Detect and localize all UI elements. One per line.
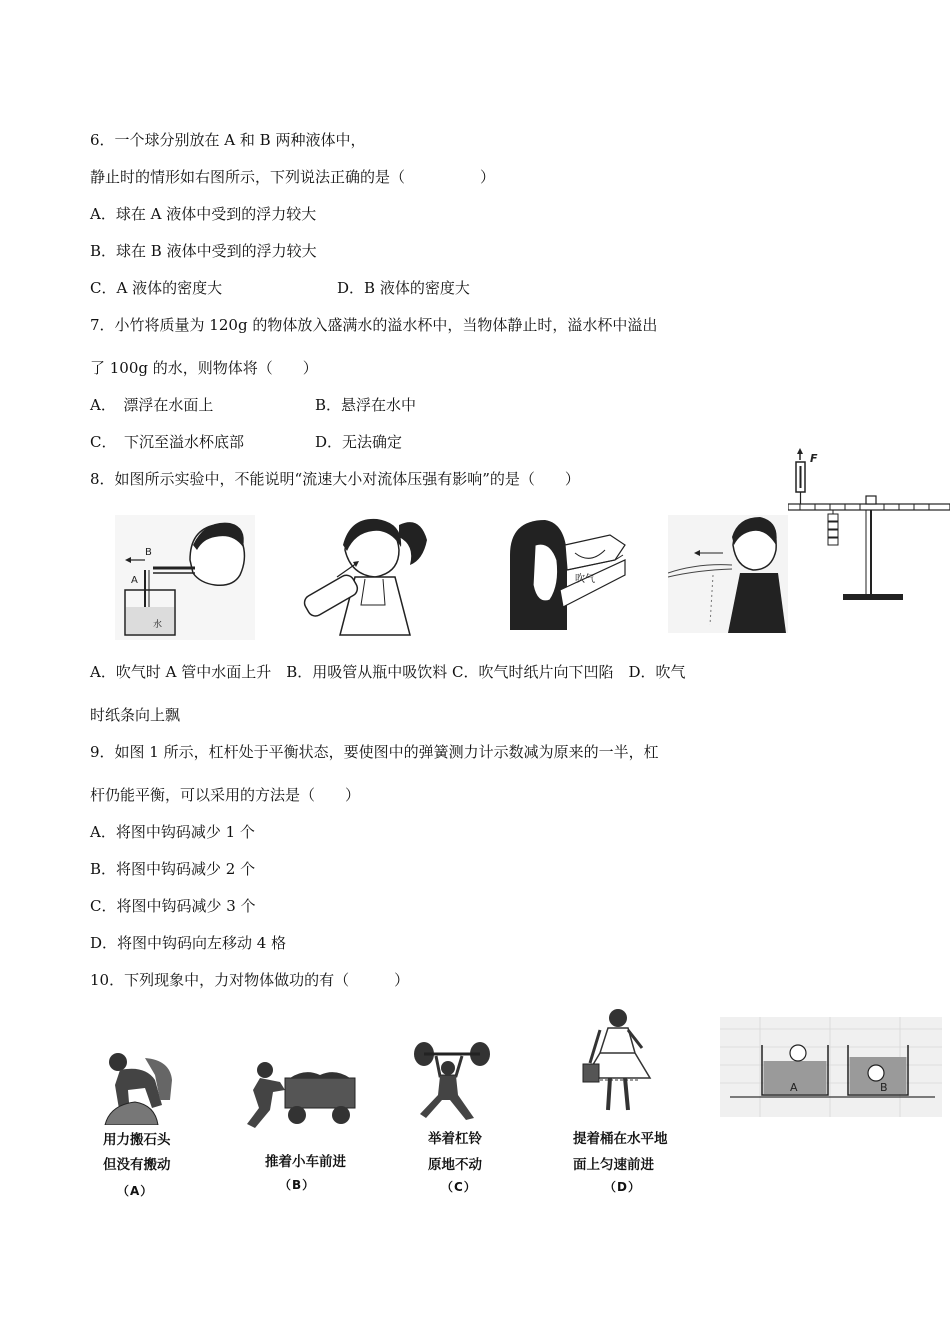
q9-option-a: A．将图中钩码减少 1 个 xyxy=(90,823,255,841)
q10-figure-b xyxy=(235,1060,360,1132)
q9-option-c: C．将图中钩码减少 3 个 xyxy=(90,897,256,915)
q10-fig-d-tag: （D） xyxy=(604,1180,641,1194)
q8-fig-a-label-a: A xyxy=(131,575,138,586)
q9-option-b: B．将图中钩码减少 2 个 xyxy=(90,860,256,878)
q7-stem-line2: 了 100g 的水，则物体将（ ） xyxy=(90,359,318,377)
q6-option-b: B．球在 B 液体中受到的浮力较大 xyxy=(90,242,317,260)
q7-option-b: B．悬浮在水中 xyxy=(315,396,417,414)
q8-options-line1: A．吹气时 A 管中水面上升 B．用吸管从瓶中吸饮料 C．吹气时纸片向下凹陷 D．吹气 xyxy=(90,663,686,681)
q6-stem-line2: 静止时的情形如右图所示，下列说法正确的是（ ） xyxy=(90,168,496,186)
q10-fig-c-caption-2: 原地不动 xyxy=(428,1157,482,1173)
q8-figure-b xyxy=(295,515,440,640)
q9-lever-figure xyxy=(788,448,950,608)
q10-figure-c xyxy=(412,1040,492,1122)
q8-figure-c xyxy=(505,515,630,640)
q10-fig-b-caption-1: 推着小车前进 xyxy=(265,1154,346,1170)
q10-fig-a-caption-1: 用力搬石头 xyxy=(103,1132,171,1148)
beaker-a-label: A xyxy=(790,1081,798,1094)
q10-figure-a xyxy=(100,1050,185,1125)
q8-fig-c-blow: 吹气 xyxy=(575,574,595,585)
q6-option-a: A．球在 A 液体中受到的浮力较大 xyxy=(90,205,317,223)
q8-fig-a-label-b: B xyxy=(145,547,152,558)
q10-fig-a-tag: （A） xyxy=(117,1184,154,1198)
q10-stem: 10．下列现象中，力对物体做功的有（ ） xyxy=(90,971,410,989)
q6-beaker-figure xyxy=(720,1017,942,1117)
ball-a xyxy=(790,1045,806,1061)
q10-fig-d-caption-2: 面上匀速前进 xyxy=(573,1157,654,1173)
q9-stem-line1: 9．如图 1 所示，杠杆处于平衡状态，要使图中的弹簧测力计示数减为原来的一半，杠 xyxy=(90,743,659,761)
q10-fig-d-caption-1: 提着桶在水平地 xyxy=(573,1131,668,1147)
q8-options-line2: 时纸条向上飘 xyxy=(90,706,181,724)
q10-fig-a-caption-2: 但没有搬动 xyxy=(103,1157,171,1173)
q10-fig-c-caption-1: 举着杠铃 xyxy=(428,1131,482,1147)
q8-figure-d xyxy=(668,515,788,633)
q6-stem-line1: 6．一个球分别放在 A 和 B 两种液体中， xyxy=(90,131,366,149)
q7-stem-line1: 7．小竹将质量为 120g 的物体放入盛满水的溢水杯中，当物体静止时，溢水杯中溢出 xyxy=(90,316,658,334)
q8-stem: 8．如图所示实验中，不能说明“流速大小对流体压强有影响”的是（ ） xyxy=(90,470,580,488)
q9-force-label: F xyxy=(810,452,818,465)
q9-option-d: D．将图中钩码向左移动 4 格 xyxy=(90,934,287,952)
ball-b xyxy=(868,1065,884,1081)
q7-option-c: C． 下沉至溢水杯底部 xyxy=(90,433,244,451)
q10-fig-c-tag: （C） xyxy=(441,1180,477,1194)
q9-stem-line2: 杆仍能平衡，可以采用的方法是（ ） xyxy=(90,786,361,804)
q8-figure-a xyxy=(115,515,255,640)
q10-figure-d xyxy=(580,1008,655,1118)
q7-option-a: A． 漂浮在水面上 xyxy=(90,396,214,414)
q6-option-d: D．B 液体的密度大 xyxy=(337,279,470,297)
beaker-b-label: B xyxy=(880,1081,888,1094)
q7-option-d: D．无法确定 xyxy=(315,433,403,451)
q6-option-c: C．A 液体的密度大 xyxy=(90,279,223,297)
q8-fig-a-water: 水 xyxy=(153,620,163,630)
q10-fig-b-tag: （B） xyxy=(279,1178,316,1192)
